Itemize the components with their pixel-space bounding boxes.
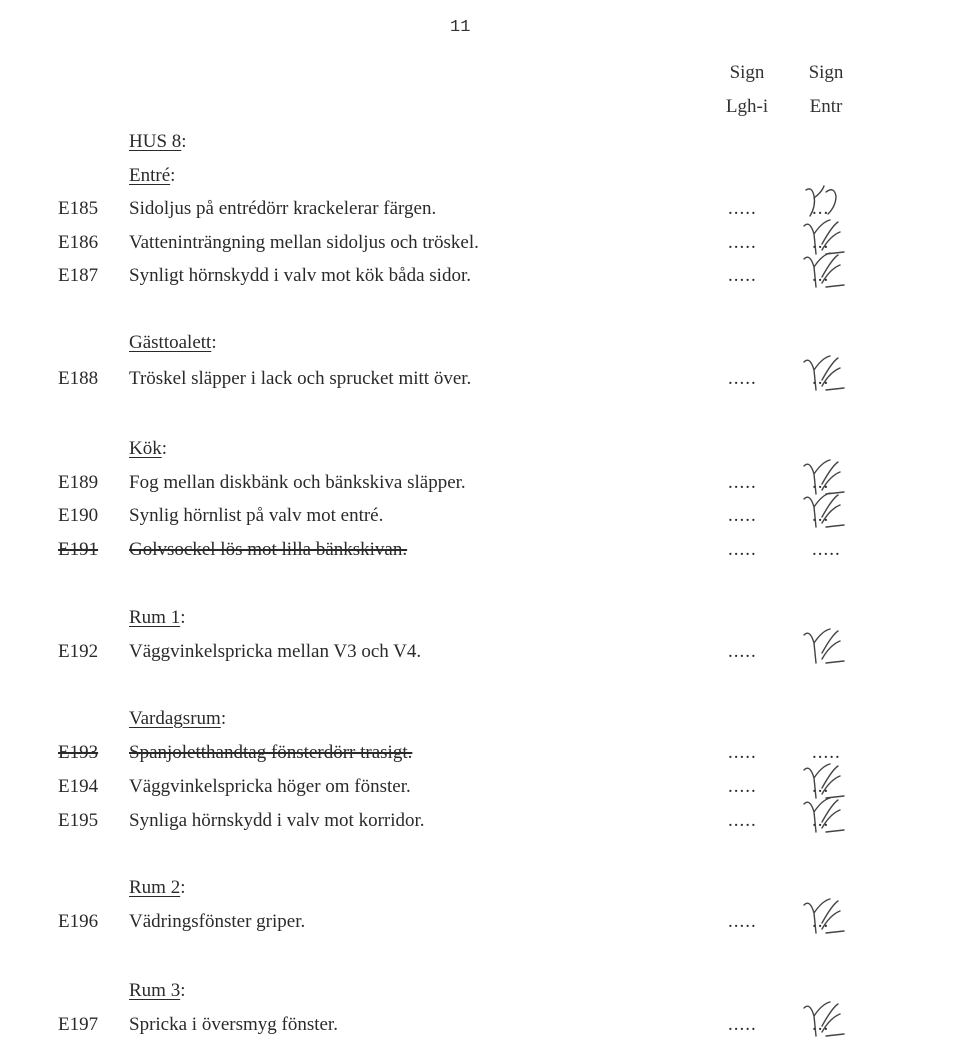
sign-entr-dots: ... — [812, 232, 830, 253]
item-code: E193 — [58, 742, 99, 763]
section-label: Gästtoalett — [129, 332, 212, 353]
signature-mark — [800, 489, 850, 531]
section-label: Rum 1 — [129, 607, 181, 628]
section-heading: Rum 2: — [129, 877, 186, 898]
item-code: E189 — [58, 472, 99, 493]
sign-lgh-dots: ..... — [728, 810, 757, 831]
sign-entr-dots: ..... — [812, 539, 841, 560]
sign-entr-dots: ... — [812, 198, 830, 219]
item-code: E196 — [58, 911, 99, 932]
sign-lgh-dots: ..... — [728, 505, 757, 526]
page-number: 11 — [450, 18, 471, 37]
sign-lgh-dots: ..... — [728, 472, 757, 493]
sign-lgh-dots: ..... — [728, 742, 757, 763]
section-heading: Rum 1: — [129, 607, 186, 628]
item-description: Fog mellan diskbänk och bänkskiva släpper. — [129, 472, 466, 493]
section-heading: Rum 3: — [129, 980, 186, 1001]
item-description: Spanjoletthandtag fönsterdörr trasigt. — [129, 742, 413, 763]
signature-mark — [800, 998, 850, 1040]
sign-entr-header-2: Entr — [809, 96, 843, 117]
section-label: Rum 3 — [129, 980, 181, 1001]
section-label: Entré — [129, 165, 171, 186]
item-code: E192 — [58, 641, 99, 662]
sign-lgh-dots: ..... — [728, 368, 757, 389]
item-description: Väggvinkelspricka mellan V3 och V4. — [129, 641, 422, 662]
item-description: Tröskel släpper i lack och sprucket mitt över. — [129, 368, 472, 389]
sign-entr-dots: ... — [812, 368, 830, 389]
sign-entr-dots: ... — [812, 776, 830, 797]
signature-mark — [800, 249, 850, 291]
item-row — [0, 539, 960, 567]
section-label: Kök — [129, 438, 162, 459]
section-label: Rum 2 — [129, 877, 181, 898]
sign-entr-dots: ... — [812, 265, 830, 286]
signature-mark — [800, 794, 850, 836]
section-heading: Entré: — [129, 165, 176, 186]
section-heading: Gästtoalett: — [129, 332, 217, 353]
item-code: E191 — [58, 539, 99, 560]
sign-lgh-dots: ..... — [728, 776, 757, 797]
item-code: E188 — [58, 368, 99, 389]
section-label: Vardagsrum — [129, 708, 221, 729]
item-code: E185 — [58, 198, 99, 219]
sign-lgh-header-2: Lgh-i — [725, 96, 769, 117]
sign-entr-header-1: Sign — [808, 62, 844, 83]
sign-entr-dots: ... — [812, 505, 830, 526]
item-description: Vädringsfönster griper. — [129, 911, 306, 932]
item-description: Synlig hörnlist på valv mot entré. — [129, 505, 384, 526]
item-description: Golvsockel lös mot lilla bänkskivan. — [129, 539, 408, 560]
sign-lgh-dots: ..... — [728, 232, 757, 253]
item-description: Sidoljus på entrédörr krackelerar färgen. — [129, 198, 437, 219]
signature-mark — [800, 895, 850, 937]
section-heading: Vardagsrum: — [129, 708, 227, 729]
sign-lgh-dots: ..... — [728, 539, 757, 560]
sign-lgh-dots: ..... — [728, 1014, 757, 1035]
sign-lgh-dots: ..... — [728, 641, 757, 662]
item-code: E187 — [58, 265, 99, 286]
signature-mark — [800, 625, 850, 667]
item-description: Synliga hörnskydd i valv mot korridor. — [129, 810, 425, 831]
sign-lgh-dots: ..... — [728, 911, 757, 932]
item-code: E190 — [58, 505, 99, 526]
item-description: Synligt hörnskydd i valv mot kök båda sidor. — [129, 265, 471, 286]
item-description: Spricka i översmyg fönster. — [129, 1014, 338, 1035]
item-description: Vatteninträngning mellan sidoljus och tröskel. — [129, 232, 479, 253]
building-title: HUS 8: — [129, 131, 187, 152]
sign-entr-dots: ..... — [812, 742, 841, 763]
item-code: E186 — [58, 232, 99, 253]
signature-mark — [800, 352, 850, 394]
sign-entr-dots: ... — [812, 911, 830, 932]
sign-lgh-dots: ..... — [728, 198, 757, 219]
sign-lgh-header-1: Sign — [729, 62, 765, 83]
item-code: E194 — [58, 776, 99, 797]
item-code: E195 — [58, 810, 99, 831]
sign-entr-dots: ... — [812, 1014, 830, 1035]
sign-lgh-dots: ..... — [728, 265, 757, 286]
sign-entr-dots: ... — [812, 472, 830, 493]
item-description: Väggvinkelspricka höger om fönster. — [129, 776, 411, 797]
section-heading: Kök: — [129, 438, 168, 459]
sign-entr-dots: ... — [812, 810, 830, 831]
item-code: E197 — [58, 1014, 99, 1035]
